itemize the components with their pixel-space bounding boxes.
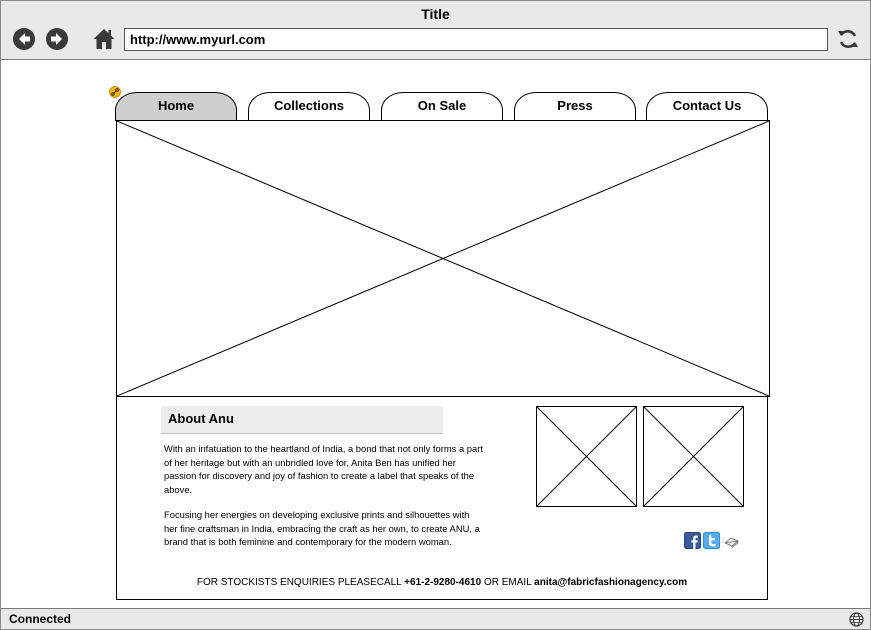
tab-collections[interactable]: Collections — [248, 92, 370, 121]
tab-press[interactable]: Press — [514, 92, 636, 121]
arrow-right-icon — [45, 27, 69, 51]
tab-contact-us[interactable]: Contact Us — [646, 92, 768, 121]
main-nav-tabs — [115, 92, 769, 121]
url-input[interactable]: http://www.myurl.com — [124, 28, 828, 51]
status-text: Connected — [9, 612, 72, 626]
footer-prefix: FOR STOCKISTS ENQUIRIES PLEASECALL — [196, 577, 402, 588]
home-button[interactable] — [92, 27, 116, 51]
globe-icon — [849, 612, 864, 627]
about-paragraph-2: Focusing her energies on developing exclusive prints and silhouettes with her fine craftsman in India, embracing the craft as her own, to create ANU, a brand that is both feminine and contemporary for the modern woman. — [164, 509, 480, 547]
image-placeholder-2 — [643, 406, 744, 507]
refresh-button[interactable] — [836, 27, 860, 51]
image-placeholder-1 — [536, 406, 637, 507]
about-heading: About Anu — [161, 406, 443, 434]
email-icon[interactable] — [723, 532, 740, 549]
status-bar — [1, 608, 870, 629]
footer-phone: +61-2-9280-4610 — [404, 577, 482, 588]
hero-image-placeholder — [116, 120, 770, 397]
footer-middle: OR EMAIL — [483, 577, 532, 588]
about-paragraph-1: With an infatuation to the heartland of India, a bond that not only forms a part of her heritage but with an unbridled love for, Anita Ben has unified her passion for discovery and joy of fashion to create a label that speaks of the above. — [164, 443, 483, 495]
arrow-left-icon — [12, 27, 36, 51]
refresh-icon — [836, 27, 860, 51]
back-button[interactable] — [12, 27, 36, 51]
tab-home[interactable]: Home — [115, 92, 237, 121]
forward-button[interactable] — [45, 27, 69, 51]
home-icon — [92, 27, 116, 51]
tab-on-sale[interactable]: On Sale — [381, 92, 503, 121]
twitter-icon[interactable] — [703, 532, 720, 549]
stockists-footer — [117, 577, 767, 588]
browser-toolbar — [1, 1, 870, 60]
facebook-icon[interactable] — [684, 532, 701, 549]
footer-email-link[interactable]: anita@fabricfashionagency.com — [534, 577, 688, 588]
window-title: Title — [421, 6, 450, 22]
